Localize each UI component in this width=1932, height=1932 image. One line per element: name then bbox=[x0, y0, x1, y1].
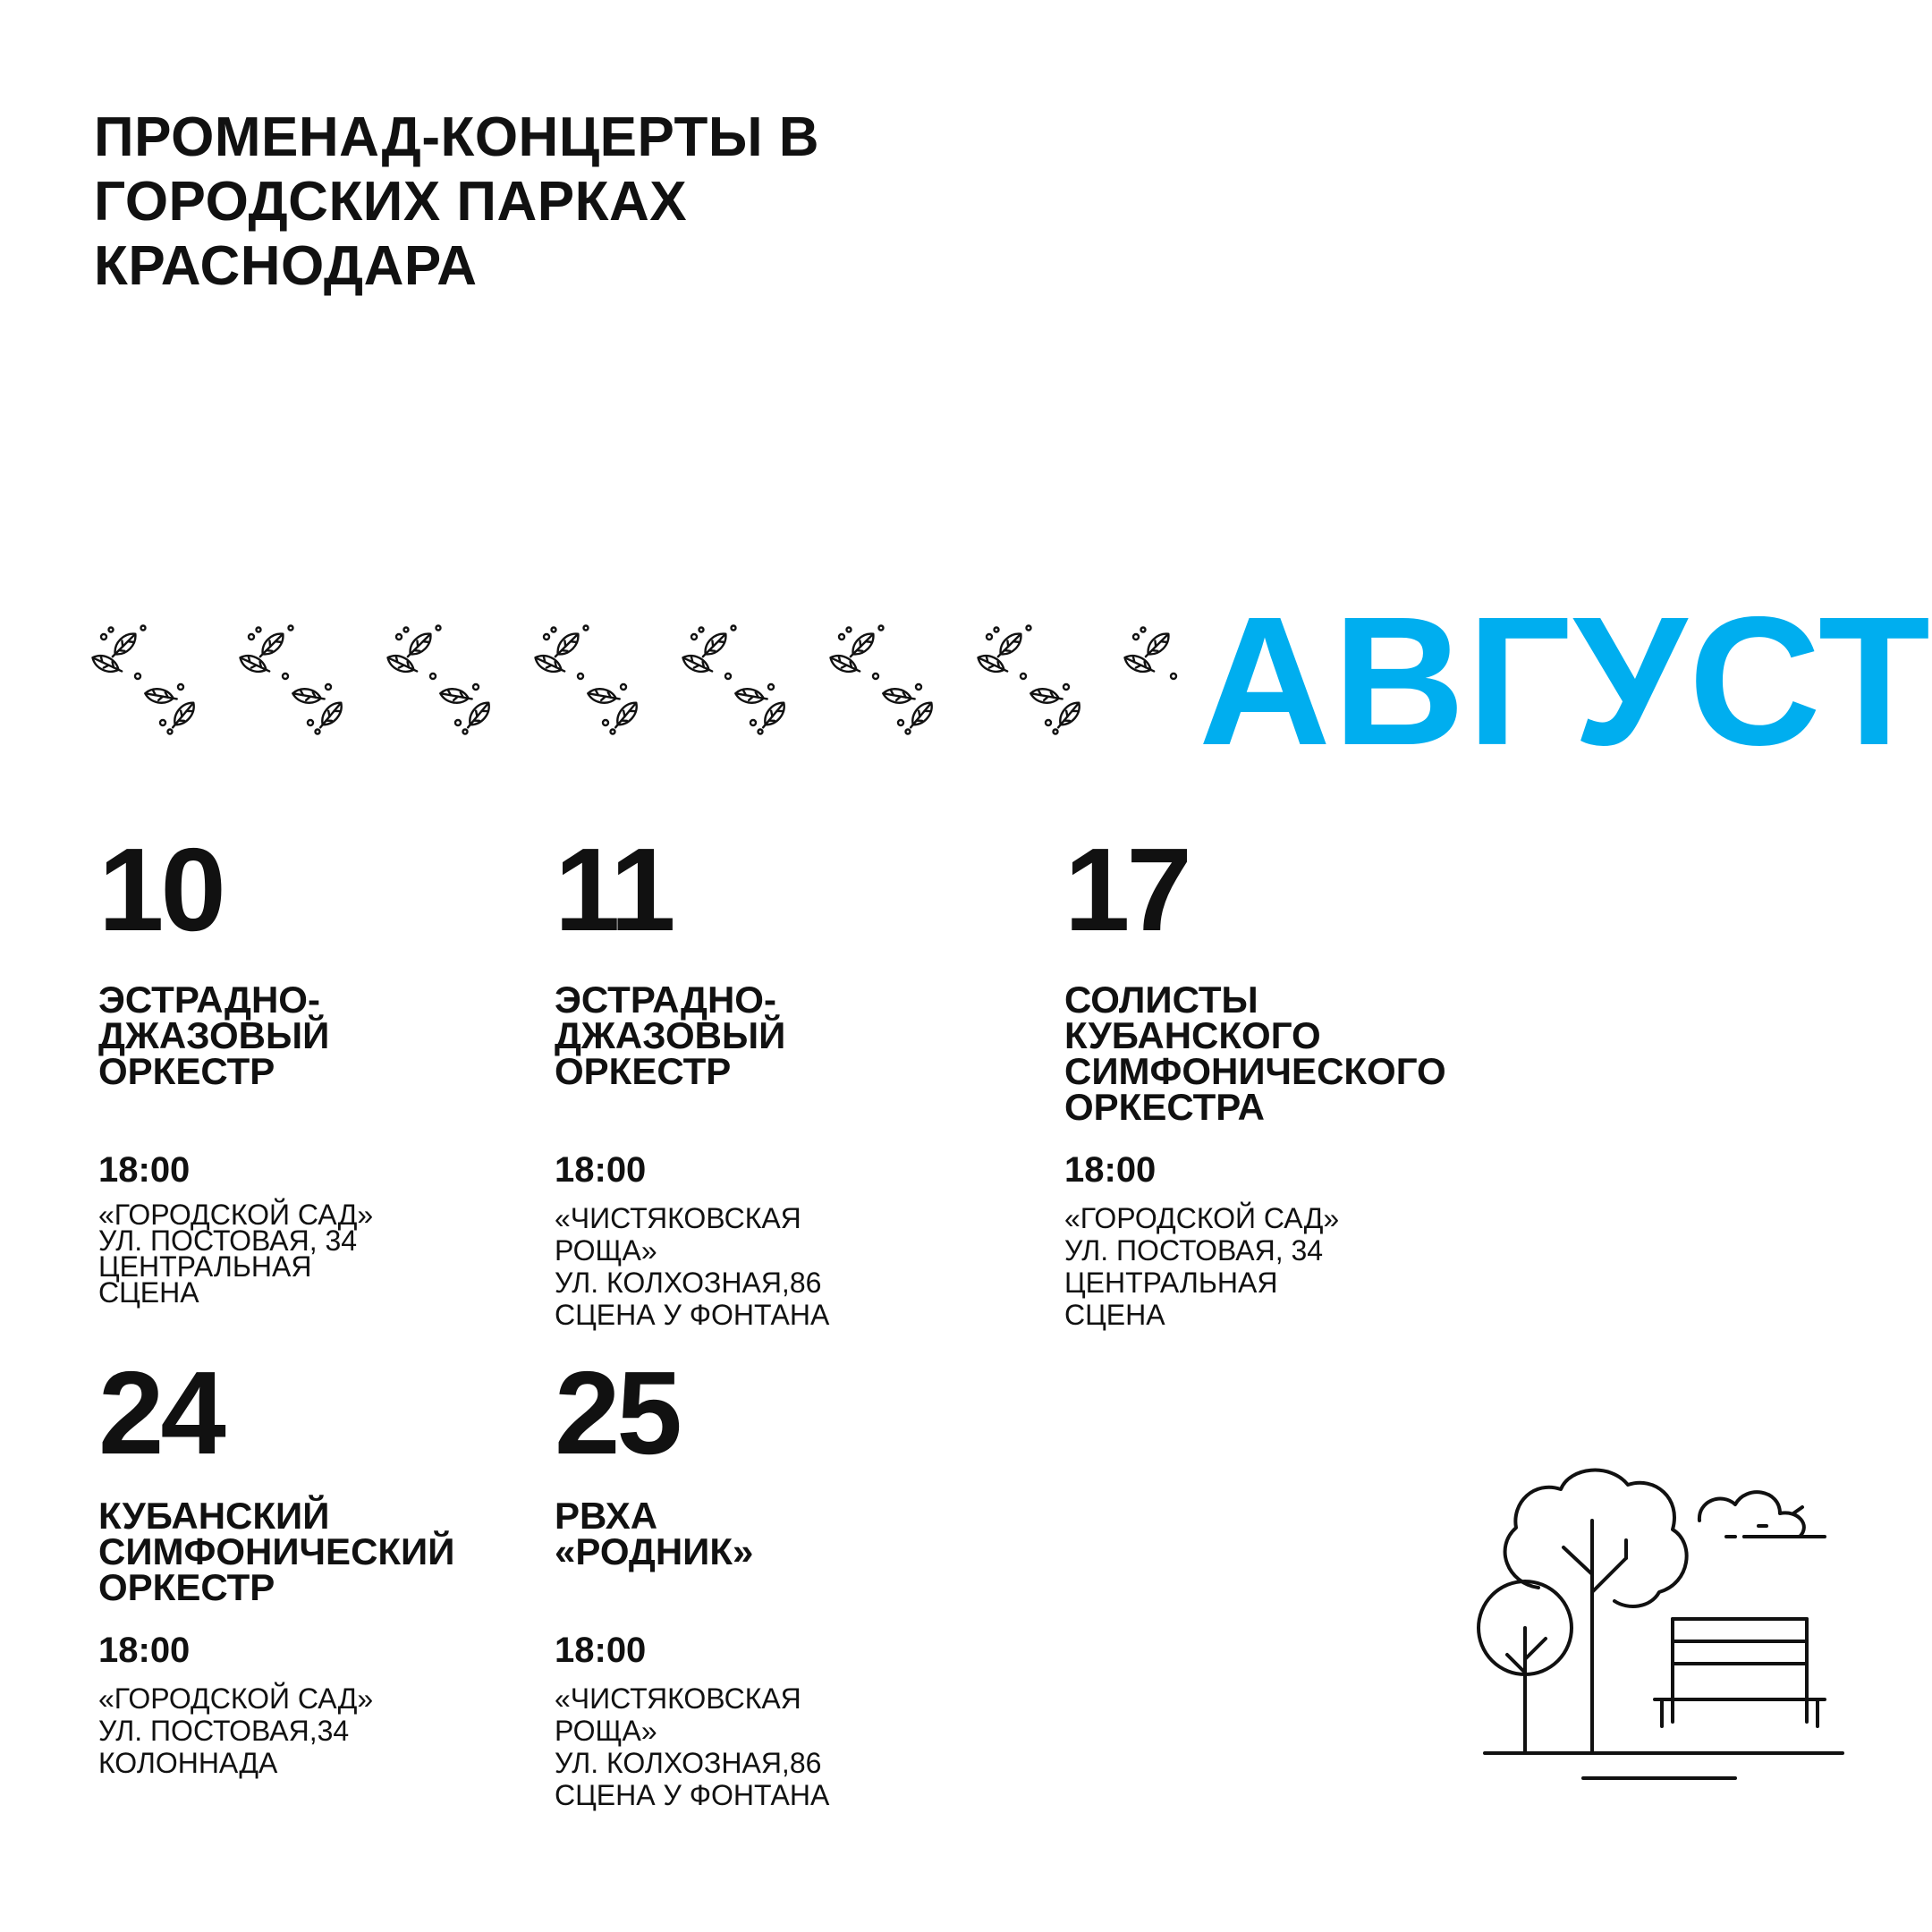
event-time: 18:00 bbox=[98, 1631, 191, 1670]
event-name-line: ОРКЕСТРА bbox=[1064, 1086, 1265, 1128]
event-time: 18:00 bbox=[555, 1631, 647, 1670]
event-name-line: ЭСТРАДНО- bbox=[98, 979, 320, 1021]
falling-leaves-icon bbox=[89, 617, 1199, 751]
event-address-line: СЦЕНА У ФОНТАНА bbox=[555, 1779, 830, 1811]
event-day: 25 bbox=[555, 1347, 679, 1479]
event-address bbox=[98, 1682, 454, 1779]
page-title bbox=[94, 106, 899, 299]
event-name-line: КУБАНСКОГО bbox=[1064, 1014, 1321, 1056]
event-day: 24 bbox=[98, 1347, 223, 1479]
event-address-line: «ЧИСТЯКОВСКАЯ bbox=[555, 1202, 801, 1234]
event-address-line: СЦЕНА bbox=[1064, 1299, 1165, 1331]
event-address bbox=[555, 1202, 829, 1331]
park-trees-bench-icon bbox=[1467, 1458, 1860, 1780]
event-address-line: «ГОРОДСКОЙ САД» bbox=[1064, 1202, 1340, 1234]
event-address-line: СЦЕНА bbox=[98, 1276, 199, 1309]
event-address bbox=[555, 1682, 829, 1811]
event-address-line: КОЛОННАДА bbox=[98, 1747, 278, 1779]
event-card bbox=[98, 1347, 455, 1779]
event-name bbox=[98, 979, 373, 1092]
title-line: ГОРОДСКИХ ПАРКАХ bbox=[94, 171, 688, 233]
event-day: 10 bbox=[98, 824, 223, 955]
event-address-line: «ГОРОДСКОЙ САД» bbox=[98, 1682, 374, 1715]
event-address-line: СЦЕНА У ФОНТАНА bbox=[555, 1299, 830, 1331]
event-address-line: УЛ. ПОСТОВАЯ, 34 bbox=[98, 1224, 358, 1257]
event-card bbox=[555, 824, 830, 1331]
month-heading: АВГУСТ bbox=[1199, 579, 1932, 784]
event-address-line: УЛ. ПОСТОВАЯ, 34 bbox=[1064, 1234, 1324, 1267]
event-day: 17 bbox=[1064, 824, 1189, 955]
event-address-line: УЛ. КОЛХОЗНАЯ,86 bbox=[555, 1747, 822, 1779]
event-name bbox=[98, 1495, 455, 1608]
event-name-line: ОРКЕСТР bbox=[555, 1050, 732, 1092]
event-address-line: УЛ. КОЛХОЗНАЯ,86 bbox=[555, 1267, 822, 1299]
event-name-line: ДЖАЗОВЫЙ bbox=[555, 1014, 786, 1056]
event-card bbox=[98, 824, 374, 1309]
event-name-line: РВХА bbox=[555, 1495, 658, 1537]
event-name-line: КУБАНСКИЙ bbox=[98, 1495, 330, 1537]
event-time: 18:00 bbox=[98, 1150, 191, 1190]
event-time: 18:00 bbox=[1064, 1150, 1157, 1190]
event-address-line: ЦЕНТРАЛЬНАЯ bbox=[1064, 1267, 1278, 1299]
event-day: 11 bbox=[555, 824, 673, 955]
event-address-line: ЦЕНТРАЛЬНАЯ bbox=[98, 1250, 312, 1283]
event-address-line: УЛ. ПОСТОВАЯ,34 bbox=[98, 1715, 350, 1747]
event-name-line: ОРКЕСТР bbox=[98, 1566, 275, 1608]
title-line: КРАСНОДАРА bbox=[94, 235, 478, 297]
event-address-line: «ГОРОДСКОЙ САД» bbox=[98, 1199, 374, 1231]
event-card bbox=[1064, 824, 1446, 1331]
event-card bbox=[555, 1347, 830, 1811]
event-address-line: «ЧИСТЯКОВСКАЯ bbox=[555, 1682, 801, 1715]
event-name bbox=[555, 979, 829, 1092]
event-name-line: ОРКЕСТР bbox=[98, 1050, 275, 1092]
event-name bbox=[1064, 979, 1446, 1128]
title-line: ПРОМЕНАД-КОНЦЕРТЫ В bbox=[94, 106, 820, 168]
event-name bbox=[555, 1495, 829, 1572]
event-address-line: РОЩА» bbox=[555, 1715, 657, 1747]
event-name-line: ЭСТРАДНО- bbox=[555, 979, 776, 1021]
event-address-line: РОЩА» bbox=[555, 1234, 657, 1267]
event-name-line: ДЖАЗОВЫЙ bbox=[98, 1014, 330, 1056]
event-address bbox=[98, 1199, 374, 1309]
event-name-line: СИМФОНИЧЕСКОГО bbox=[1064, 1050, 1446, 1092]
event-name-line: СОЛИСТЫ bbox=[1064, 979, 1258, 1021]
event-time: 18:00 bbox=[555, 1150, 647, 1190]
event-address bbox=[1064, 1202, 1446, 1331]
event-name-line: «РОДНИК» bbox=[555, 1530, 754, 1572]
event-name-line: СИМФОНИЧЕСКИЙ bbox=[98, 1530, 455, 1572]
